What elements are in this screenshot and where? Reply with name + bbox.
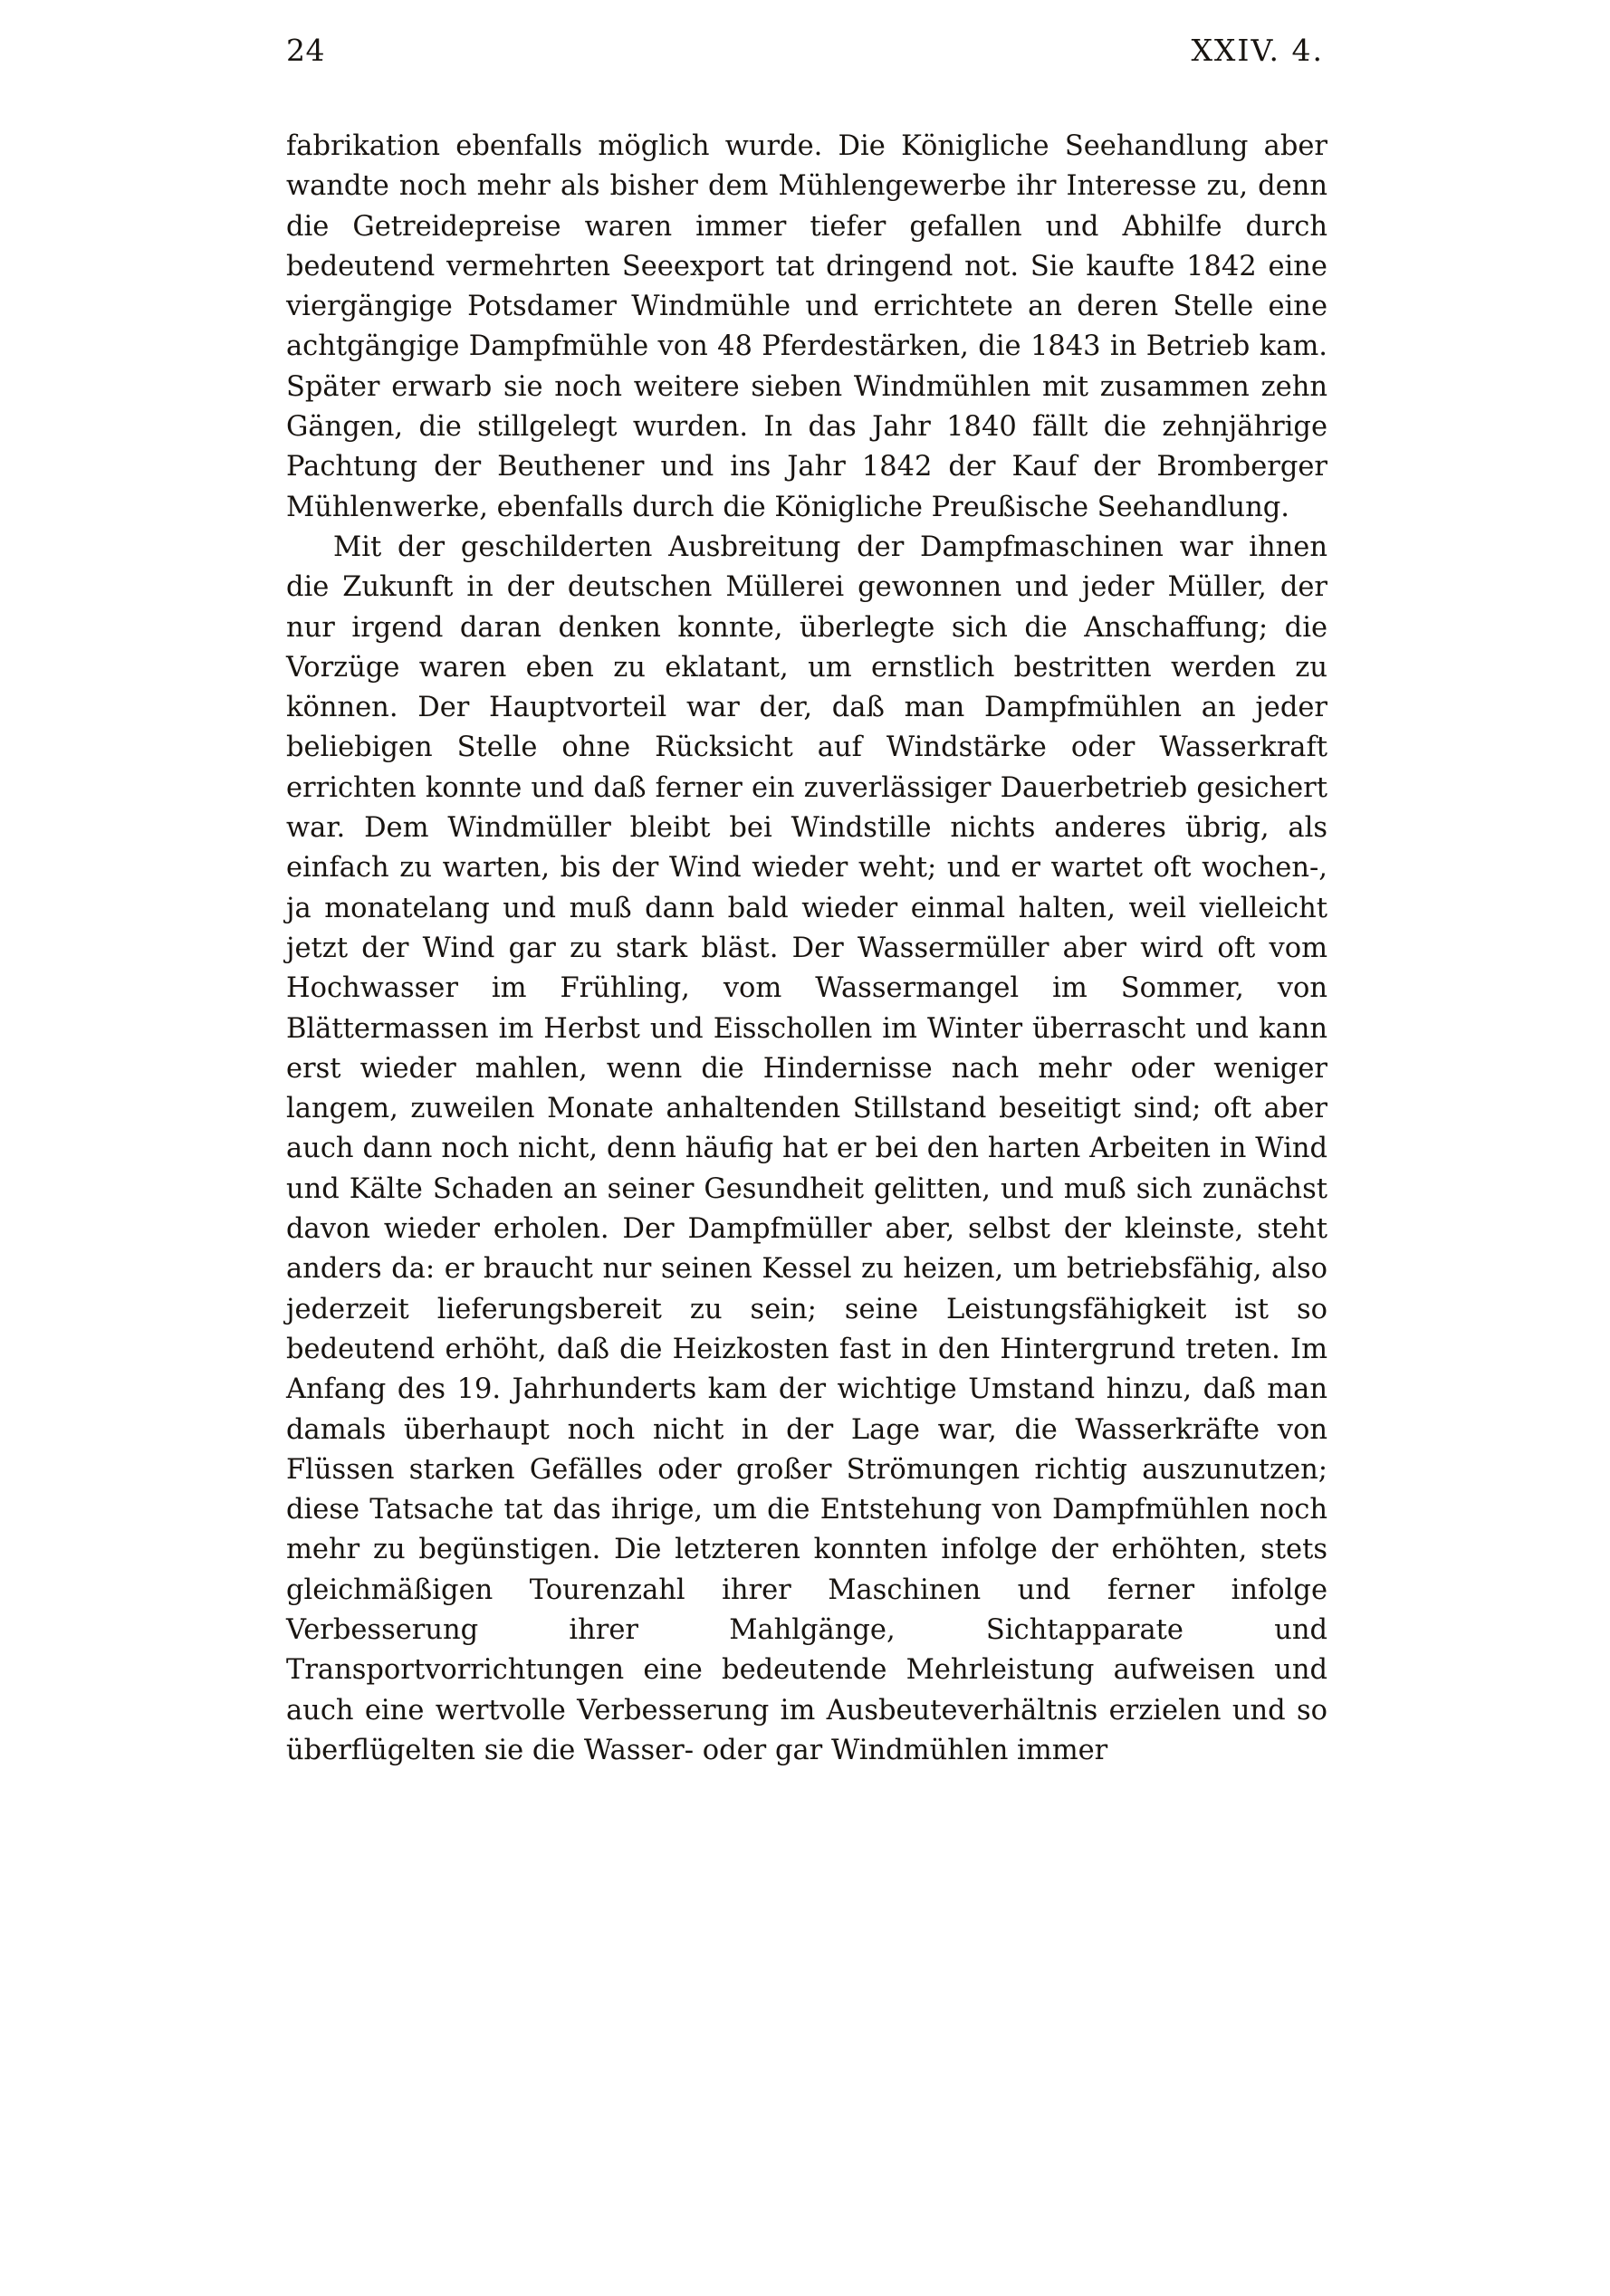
paragraph-1: fabrikation ebenfalls möglich wurde. Die Königliche Seehandlung aber wandte noch mehr als bisher dem Mühlengewerbe ihr Interesse zu, denn die Getreidepreise waren immer tiefer gefallen und Abhilfe durch bedeutend vermehrten Seeexport tat dringend not. Sie kaufte 1842 eine viergängige Potsdamer Windmühle und errichtete an deren Stelle eine achtgängige Dampfmühle von 48 Pferdestärken, die 1843 in Betrieb kam. Später erwarb sie noch weitere sieben Windmühlen mit zusammen zehn Gängen, die stillgelegt wurden. In das Jahr 1840 fällt die zehnjährige Pachtung der Beuthener und ins Jahr 1842 der Kauf der Bromberger Mühlenwerke, ebenfalls durch die Königliche Preußische Seehandlung. — [286, 130, 1327, 523]
page-header — [286, 33, 1324, 78]
paragraph-2: Mit der geschilderten Ausbreitung der Dampfmaschinen war ihnen die Zukunft in der deutschen Müllerei gewonnen und jeder Müller, der nur irgend daran denken konnte, überlegte sich die Anschaffung; die Vorzüge waren eben zu eklatant, um ernstlich bestritten werden zu können. Der Hauptvorteil war der, daß man Dampfmühlen an jeder beliebigen Stelle ohne Rücksicht auf Windstärke oder Wasserkraft errichten konnte und daß ferner ein zuverlässiger Dauerbetrieb gesichert war. Dem Windmüller bleibt bei Windstille nichts anderes übrig, als einfach zu warten, bis der Wind wieder weht; und er wartet oft wochen-, ja monatelang und muß dann bald wieder einmal halten, weil vielleicht jetzt der Wind gar zu stark bläst. Der Wassermüller aber wird oft vom Hochwasser im Frühling, vom Wassermangel im Sommer, von Blättermassen im Herbst und Eisschollen im Winter überrascht und kann erst wieder mahlen, wenn die Hindernisse nach mehr oder weniger langem, zuweilen Monate anhaltenden Stillstand beseitigt sind; oft aber auch dann noch nicht, denn häufig hat er bei den harten Arbeiten in Wind und Kälte Schaden an seiner Gesundheit gelitten, und muß sich zunächst davon wieder erholen. Der Dampfmüller aber, selbst der kleinste, steht anders da: er braucht nur seinen Kessel zu heizen, um betriebsfähig, also jederzeit lieferungsbereit zu sein; seine Leistungsfähigkeit ist so bedeutend erhöht, daß die Heizkosten fast in den Hintergrund treten. Im Anfang des 19. Jahrhunderts kam der wichtige Umstand hinzu, daß man damals überhaupt noch nicht in der Lage war, die Wasserkräfte von Flüssen starken Gefälles oder großer Strömungen richtig auszunutzen; diese Tatsache tat das ihrige, um die Entstehung von Dampfmühlen noch mehr zu begünstigen. Die letzteren konnten infolge der erhöhten, stets gleichmäßigen Tourenzahl ihrer Maschinen und ferner infolge Verbesserung ihrer Mahlgänge, Sichtapparate und Transportvorrichtungen eine bedeutende Mehrleistung aufweisen und auch eine wertvolle Verbesserung im Ausbeuteverhältnis erzielen und so überflügelten sie die Wasser- oder gar Windmühlen immer — [286, 531, 1327, 1766]
volume-issue-label: XXIV. 4. — [1191, 33, 1324, 68]
page-number: 24 — [286, 33, 325, 68]
page-body — [286, 127, 1327, 1771]
